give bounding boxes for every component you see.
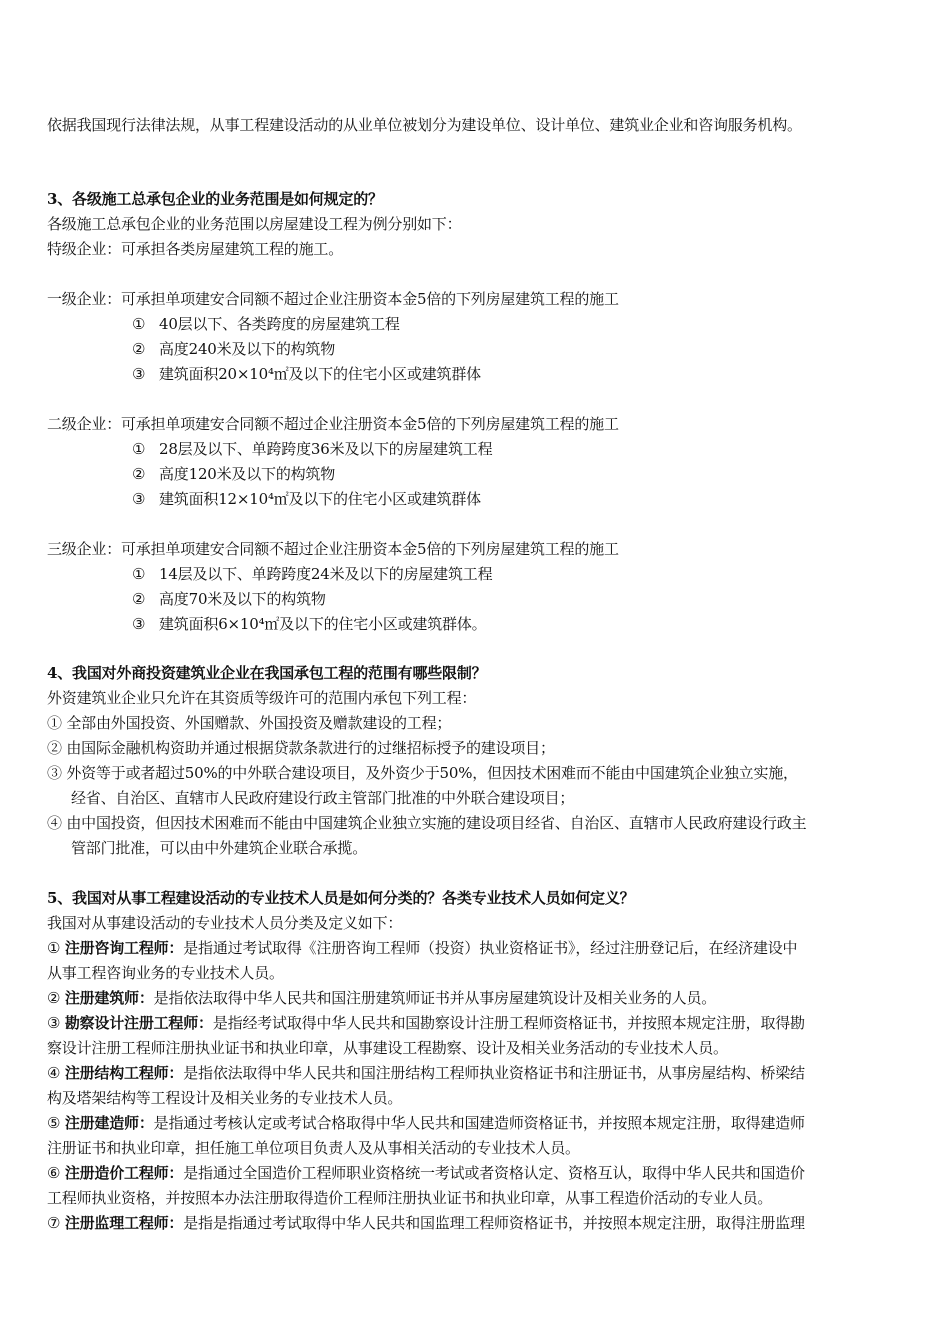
list-item: ① 14层及以下、单跨跨度24米及以下的房屋建筑工程: [132, 565, 493, 583]
q3-lead: 各级施工总承包企业的业务范围以房屋建设工程为例分别如下：: [47, 215, 462, 233]
list-item: ② 高度240米及以下的构筑物: [132, 340, 336, 358]
q3-special-grade: 特级企业：可承担各类房屋建筑工程的施工。: [47, 240, 344, 258]
definition-continuation: 注册证书和执业印章，担任施工单位项目负责人及从事相关活动的专业技术人员。: [47, 1139, 580, 1157]
list-item: ① 全部由外国投资、外国赠款、外国投资及赠款建设的工程；: [47, 714, 452, 732]
definition-continuation: 察设计注册工程师注册执业证书和执业印章，从事建设工程勘察、设计及相关业务活动的专业技术人员。: [47, 1039, 728, 1057]
list-item: ② 高度120米及以下的构筑物: [132, 465, 336, 483]
definition-item: ③ 勘察设计注册工程师：是指经考试取得中华人民共和国勘察设计注册工程师资格证书，并按照本规定注册，取得勘: [47, 1014, 805, 1032]
list-item: ② 高度70米及以下的构筑物: [132, 590, 326, 608]
list-item: ② 由国际金融机构资助并通过根据贷款条款进行的过继招标授予的建设项目；: [47, 739, 555, 757]
list-item-continuation: 管部门批准，可以由中外建筑企业联合承揽。: [71, 839, 368, 857]
definition-item: ⑥ 注册造价工程师：是指通过全国造价工程师职业资格统一考试或者资格认定、资格互认，取得中华人民共和国造价: [47, 1164, 805, 1182]
q3-grade2-title: 二级企业：可承担单项建安合同额不超过企业注册资本金5倍的下列房屋建筑工程的施工: [47, 415, 619, 433]
list-item: ③ 建筑面积12×10⁴㎡及以下的住宅小区或建筑群体: [132, 490, 481, 508]
definition-continuation: 构及塔架结构等工程设计及相关业务的专业技术人员。: [47, 1089, 403, 1107]
definition-item: ② 注册建筑师：是指依法取得中华人民共和国注册建筑师证书并从事房屋建筑设计及相关业务的人员。: [47, 989, 717, 1007]
definition-item: ④ 注册结构工程师：是指依法取得中华人民共和国注册结构工程师执业资格证书和注册证书，从事房屋结构、桥梁结: [47, 1064, 805, 1082]
definition-item: ① 注册咨询工程师：是指通过考试取得《注册咨询工程师（投资）执业资格证书》，经过注册登记后，在经济建设中: [47, 939, 798, 957]
q3-grade1-title: 一级企业：可承担单项建安合同额不超过企业注册资本金5倍的下列房屋建筑工程的施工: [47, 290, 619, 308]
list-item: ④ 由中国投资，但因技术困难而不能由中国建筑企业独立实施的建设项目经省、自治区、直辖市人民政府建设行政主: [47, 814, 807, 832]
q4-heading: 4、我国对外商投资建筑业企业在我国承包工程的范围有哪些限制？: [47, 664, 487, 682]
list-item: ③ 外资等于或者超过50%的中外联合建设项目，及外资少于50%，但因技术困难而不能由中国建筑企业独立实施，: [47, 764, 798, 782]
definition-item: ⑦ 注册监理工程师：是指是指通过考试取得中华人民共和国监理工程师资格证书，并按照本规定注册，取得注册监理: [47, 1214, 805, 1232]
list-item: ③ 建筑面积6×10⁴㎡及以下的住宅小区或建筑群体。: [132, 615, 487, 633]
q3-heading: 3、各级施工总承包企业的业务范围是如何规定的？: [47, 190, 383, 208]
definition-continuation: 工程师执业资格，并按照本办法注册取得造价工程师注册执业证书和执业印章，从事工程造价活动的专业人员。: [47, 1189, 773, 1207]
list-item: ① 40层以下、各类跨度的房屋建筑工程: [132, 315, 400, 333]
definition-continuation: 从事工程咨询业务的专业技术人员。: [47, 964, 284, 982]
q5-lead: 我国对从事建设活动的专业技术人员分类及定义如下：: [47, 914, 403, 932]
definition-item: ⑤ 注册建造师：是指通过考核认定或考试合格取得中华人民共和国建造师资格证书，并按照本规定注册，取得建造师: [47, 1114, 805, 1132]
q4-lead: 外资建筑业企业只允许在其资质等级许可的范围内承包下列工程：: [47, 689, 477, 707]
intro-paragraph: 依据我国现行法律法规，从事工程建设活动的从业单位被划分为建设单位、设计单位、建筑业企业和咨询服务机构。: [47, 116, 802, 134]
q5-heading: 5、我国对从事工程建设活动的专业技术人员是如何分类的？各类专业技术人员如何定义？: [47, 889, 635, 907]
list-item: ① 28层及以下、单跨跨度36米及以下的房屋建筑工程: [132, 440, 493, 458]
list-item-continuation: 经省、自治区、直辖市人民政府建设行政主管部门批准的中外联合建设项目；: [71, 789, 575, 807]
list-item: ③ 建筑面积20×10⁴㎡及以下的住宅小区或建筑群体: [132, 365, 481, 383]
q3-grade3-title: 三级企业：可承担单项建安合同额不超过企业注册资本金5倍的下列房屋建筑工程的施工: [47, 540, 619, 558]
